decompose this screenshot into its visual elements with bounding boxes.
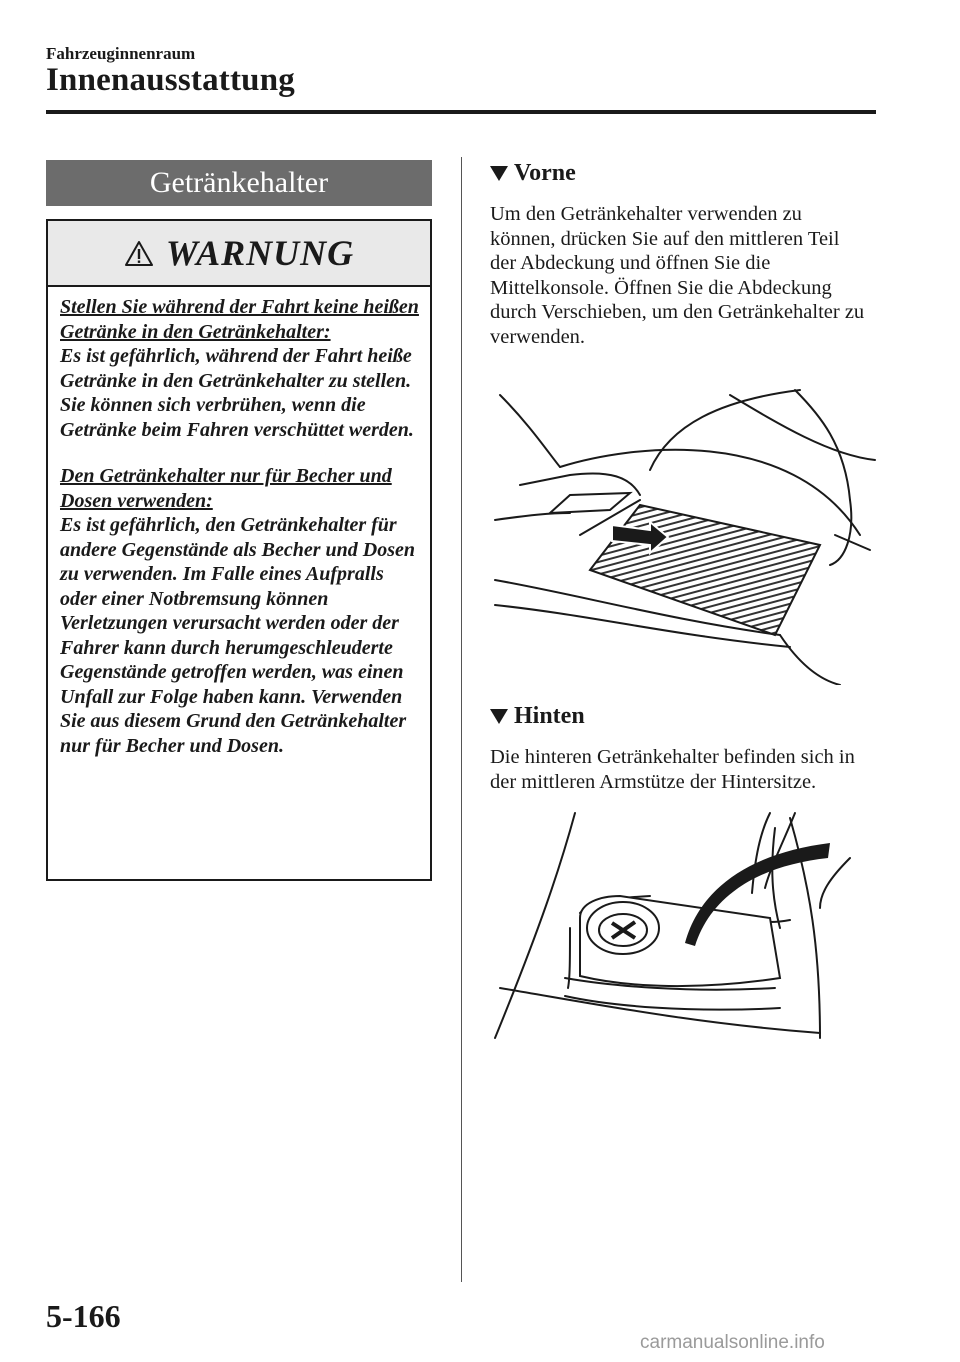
triangle-bullet-icon <box>490 166 508 181</box>
warning-header <box>48 221 430 287</box>
column-divider <box>461 157 462 1282</box>
rear-heading-label: Hinten <box>514 703 585 729</box>
front-paragraph: Um den Getränkehalter verwenden zu können, drücken Sie auf den mittleren Teil der Abdeckung und öffnen Sie die Mittelkonsole. Öffnen Sie die Abdeckung durch Verschieben, um den Getränkehalter zu verwenden. <box>490 203 865 348</box>
header-rule <box>46 110 876 114</box>
warning-text-1: Es ist gefährlich, während der Fahrt heiße Getränke in den Getränkehalter zu stellen. Sie können sich verbrühen, wenn die Getränke beim Fahren verschüttet werden. <box>60 345 414 441</box>
warning-text-2: Es ist gefährlich, den Getränkehalter für andere Gegenstände als Becher und Dosen zu verwenden. Im Falle eines Aufpralls oder einer Notbremsung können Verletzungen verursacht werden oder der Fahrer kann durch herumgeschleuderte Gegenstände getroffen werden, was einen Unfall zur Folge haben kann. Verwenden Sie aus diesem Grund den Getränkehalter nur für Becher und Dosen. <box>60 514 416 757</box>
rear-cupholder-illustration <box>490 808 880 1048</box>
rear-paragraph: Die hinteren Getränkehalter befinden sich in der mittleren Armstütze der Hintersitze. <box>490 746 855 793</box>
triangle-bullet-icon <box>490 709 508 724</box>
warning-triangle-icon <box>124 240 154 267</box>
warning-box <box>46 219 432 881</box>
warning-title: WARNUNG <box>165 233 355 273</box>
rear-heading <box>490 703 585 730</box>
watermark: carmanualsonline.info <box>640 1332 825 1353</box>
warning-heading-2: Den Getränkehalter nur für Becher und Dosen verwenden: <box>60 465 392 512</box>
rear-text <box>490 745 880 794</box>
warning-heading-1: Stellen Sie während der Fahrt keine heißen Getränke in den Getränkehalter: <box>60 296 419 343</box>
front-cupholder-illustration <box>490 385 880 685</box>
page-title: Innenausstattung <box>46 62 295 98</box>
chapter-label: Fahrzeuginnenraum <box>46 44 196 63</box>
section-title: Getränkehalter <box>46 160 432 206</box>
page-number: 5-166 <box>46 1298 121 1334</box>
front-text <box>490 202 865 349</box>
front-heading-label: Vorne <box>514 160 576 186</box>
front-heading <box>490 160 576 187</box>
warning-body <box>60 295 420 758</box>
